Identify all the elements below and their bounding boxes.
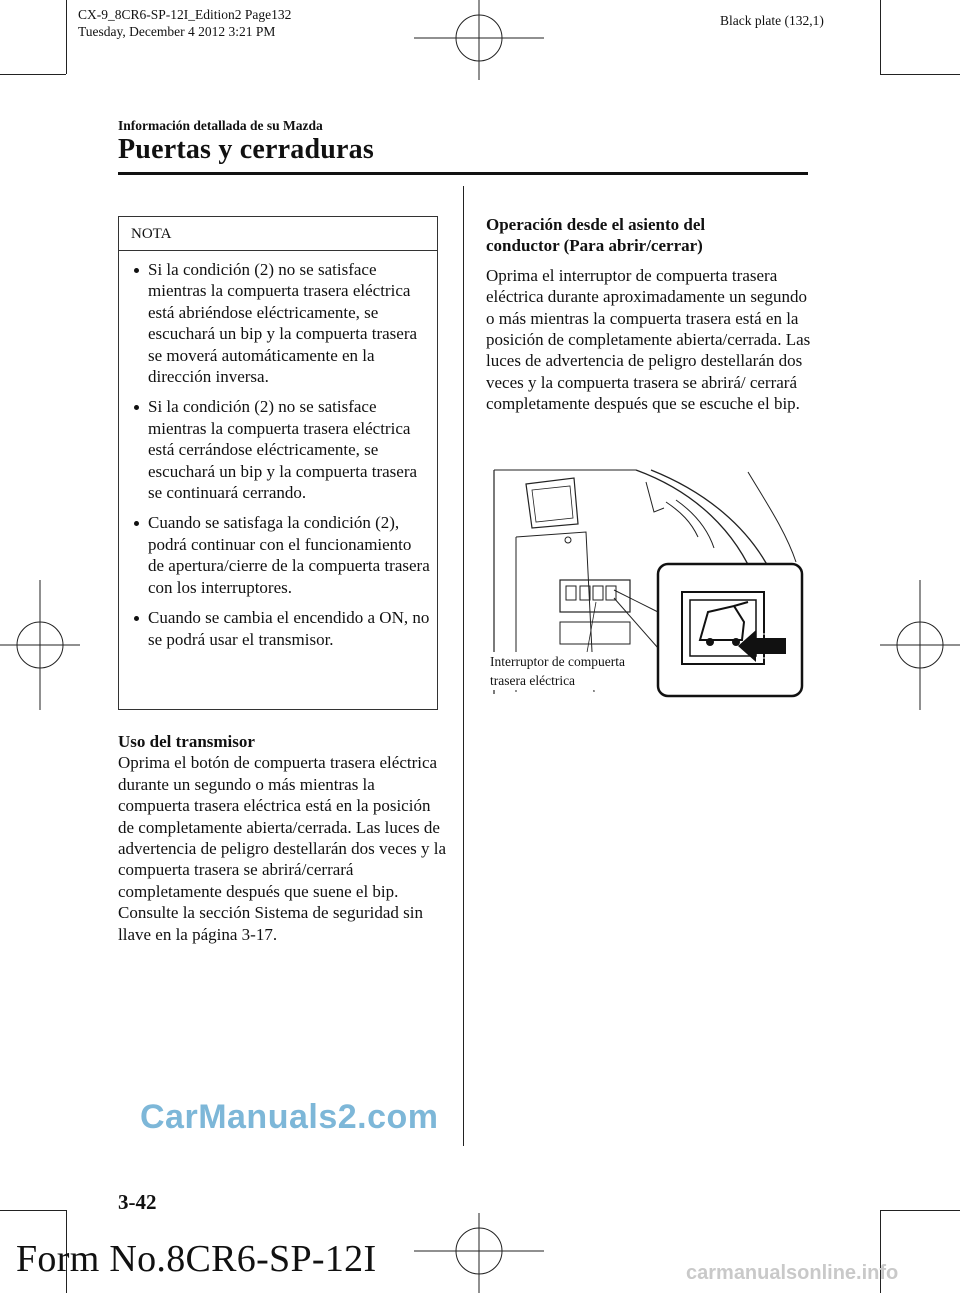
driver-seat-section [486,214,811,415]
transmitter-body: Oprima el botón de compuerta trasera eléctrica durante un segundo o más mientras la compuerta trasera eléctrica está en la posición de completamente abierta/cerrada. Las luces de advertencia de peligro destellarán dos veces y la compuerta trasera se abrirá/cerrará completamente después que suene el bip. Consulte la sección Sistema de seguridad sin llave en la página 3-17. [118,753,447,944]
note-box [118,216,438,710]
note-item: Cuando se cambia el encendido a ON, no se podrá usar el transmisor. [131,607,431,650]
figure-caption [490,652,625,690]
plate-label: Black plate (132,1) [720,13,824,28]
figure-caption-line2: trasera eléctrica [490,673,576,688]
registration-mark-left [0,580,80,710]
crop-mark [0,1210,66,1211]
note-heading: NOTA [119,217,437,251]
transmitter-section [118,731,448,945]
watermark-logo: CarManuals2.com [140,1098,439,1136]
driver-seat-heading-line1: Operación desde el asiento del [486,215,706,234]
print-meta-date: Tuesday, December 4 2012 3:21 PM [78,24,276,39]
note-item: Si la condición (2) no se satisface mientras la compuerta trasera eléctrica está cerrándose eléctricamente, se escuchará un bip y la compuerta trasera se continuará cerrando. [131,396,431,503]
title-rule [118,172,808,175]
driver-seat-heading-line2: conductor (Para abrir/cerrar) [486,236,703,256]
dashboard-switch-figure [486,462,804,702]
crop-mark [66,0,67,74]
figure-caption-line1: Interruptor de compuerta [490,654,625,669]
note-item: Si la condición (2) no se satisface mientras la compuerta trasera eléctrica está abriéndose eléctricamente, se escuchará un bip y la compuerta trasera se moverá automáticamente en la dirección inversa. [131,259,431,387]
crop-mark [880,74,960,75]
registration-mark-right [880,580,960,710]
page-title: Puertas y cerraduras [118,134,374,165]
crop-mark [880,1210,960,1211]
page-number: 3-42 [118,1190,157,1214]
registration-mark-top [414,0,544,80]
transmitter-heading: Uso del transmisor [118,732,255,751]
section-label: Información detallada de su Mazda [118,118,323,133]
note-list [119,251,437,650]
watermark-corner: carmanualsonline.info [686,1262,899,1284]
crop-mark [0,74,66,75]
crop-mark [880,0,881,74]
print-meta [78,6,291,40]
column-divider [463,186,464,1146]
form-number: Form No.8CR6-SP-12I [16,1238,377,1280]
note-item: Cuando se satisfaga la condición (2), podrá continuar con el funcionamiento de apertura/cierre de la compuerta trasera con los interruptores. [131,512,431,598]
print-meta-file: CX-9_8CR6-SP-12I_Edition2 Page132 [78,7,292,22]
driver-seat-body: Oprima el interruptor de compuerta trasera eléctrica durante aproximadamente un segundo o más mientras la compuerta trasera está en la posición de completamente abierta/cerrada. Las luces de advertencia de peligro destellarán dos veces y la compuerta trasera se abrirá/ cerrará completamente después que se escuche el bip. [486,265,811,414]
registration-mark-bottom [414,1213,544,1293]
